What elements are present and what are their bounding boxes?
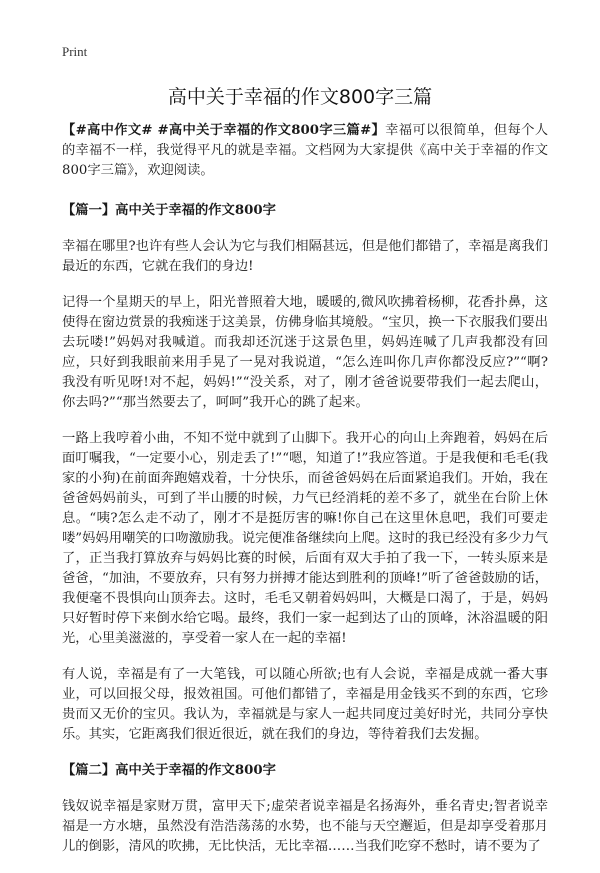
section-heading-2: 【篇二】高中关于幸福的作文800字 — [62, 763, 276, 778]
page-title: 高中关于幸福的作文800字三篇 — [167, 86, 433, 108]
paragraph: 钱奴说幸福是家财万贯，富甲天下;虚荣者说幸福是名扬海外，垂名青史;智者说幸福是一方水塘，虽然没有浩浩荡荡的水势，也不能与天空邂逅，但是却享受着那月儿的倒影，清风的吹拂，无比快活，无比幸福……当我们吃穿不愁时，请不要为了 — [62, 799, 548, 854]
paragraph: 记得一个星期天的早上，阳光普照着大地，暖暖的,微风吹拂着杨柳，花香扑鼻，这使得在窗边赏景的我痴迷于这美景，仿佛身临其境般。“宝贝，换一下衣服我们要出去玩喽!”妈妈对我喊道。而我却还沉迷于这景色里，妈妈连喊了几声我都没有回应，只好到我眼前来用手晃了一晃对我说道，“怎么连叫你几声你都没反应?”“啊?我没有听见呀!对不起，妈妈!”“没关系，对了，刚才爸爸说要带我们一起去爬山，你去吗?”“那当然要去了，呵呵”我开心的跳了起来。 — [62, 295, 548, 410]
article-body — [62, 121, 548, 873]
print-label[interactable]: Print — [62, 44, 88, 59]
paragraph: 幸福在哪里?也许有些人会认为它与我们相隔甚远，但是他们都错了，幸福是离我们最近的东西，它就在我们的身边! — [62, 239, 548, 274]
section-heading-1: 【篇一】高中关于幸福的作文800字 — [62, 203, 276, 218]
paragraph: 有人说，幸福是有了一大笔钱，可以随心所欲;也有人会说，幸福是成就一番大事业，可以回报父母，报效祖国。可他们都错了，幸福是用金钱买不到的东西，它珍贵而又无价的宝贝。我认为，幸福就是与家人一起共同度过美好时光，共同分享快乐。其实，它距离我们很近很近，就在我们的身边，等待着我们去发掘。 — [62, 667, 548, 742]
intro-paragraph — [62, 121, 548, 181]
intro-text: 幸福可以很简单，但每个人的幸福不一样，我觉得平凡的就是幸福。文档网为大家提供《高中关于幸福的作文800字三篇》，欢迎阅读。 — [62, 123, 548, 178]
intro-lead: 【#高中作文# #高中关于幸福的作文800字三篇#】 — [62, 123, 386, 138]
paragraph: 一路上我哼着小曲，不知不觉中就到了山脚下。我开心的向山上奔跑着，妈妈在后面叮嘱我，“一定要小心，别走丢了!”“嗯，知道了!”我应答道。于是我便和毛毛(我家的小狗)在前面奔跑嬉戏着，十分快乐，而爸爸妈妈在后面紧追我们。开始，我在爸爸妈妈前头，可到了半山腰的时候，力气已经消耗的差不多了，就坐在台阶上休息。“咦?怎么走不动了，刚才不是挺厉害的嘛!你自己在这里休息吧，我们可要走喽”妈妈用嘲笑的口吻激励我。说完便准备继续向上爬。这时的我已经没有多少力气了，正当我打算放弃与妈妈比赛的时候，后面有双大手拍了我一下，一转头原来是爸爸，“加油，不要放弃，只有努力拼搏才能达到胜利的顶峰!”听了爸爸鼓励的话，我便毫不畏惧向山顶奔去。这时，毛毛又朝着妈妈叫，大概是口渴了，于是，妈妈只好暂时停下来倒水给它喝。最终，我们一家一起到达了山的顶峰，沐浴温暖的阳光，心里美滋滋的，享受着一家人在一起的幸福! — [62, 431, 548, 646]
